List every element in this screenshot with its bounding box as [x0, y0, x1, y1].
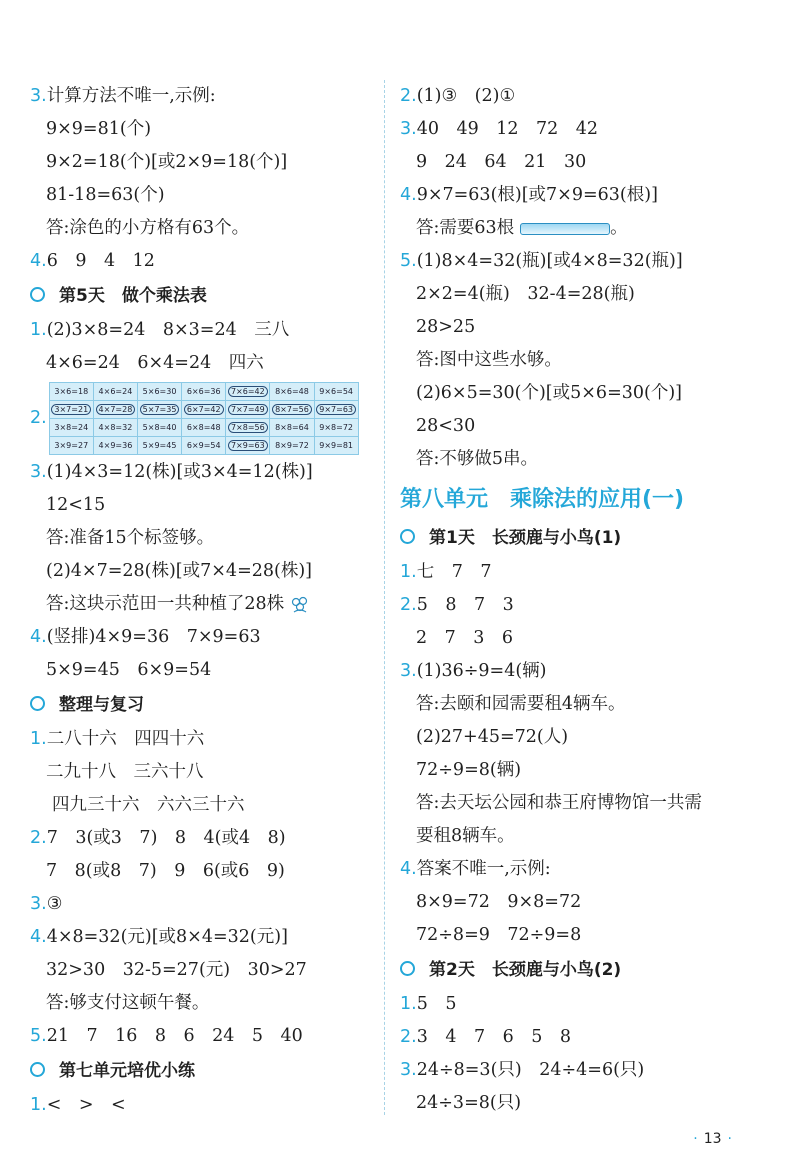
table-cell — [49, 418, 93, 436]
answer-line: 4.答案不唯一,示例: — [400, 859, 551, 879]
cell-text: 8×9=72 — [275, 440, 309, 450]
table-cell — [182, 418, 226, 436]
table-cell — [226, 418, 270, 436]
answer-line: 答:去颐和园需要租4辆车。 — [416, 694, 626, 714]
table-cell — [270, 418, 314, 436]
section-heading: 整理与复习 — [30, 687, 370, 723]
answer-line: 9×2=18(个)[或2×9=18(个)] — [46, 152, 288, 172]
table-cell — [270, 400, 314, 418]
answer-line: 12<15 — [46, 495, 106, 515]
answer-line: 答:不够做5串。 — [416, 449, 539, 469]
answer-line: 9 24 64 21 30 — [416, 152, 587, 172]
answer-line: 7 8(或8 7) 9 6(或6 9) — [46, 861, 285, 881]
circle-bullet-icon — [400, 529, 415, 544]
table-row — [49, 418, 358, 436]
answer-line: 5.21 7 16 8 6 24 5 40 — [30, 1026, 303, 1046]
answer-line: 2.7 3(或3 7) 8 4(或4 8) — [30, 828, 286, 848]
page-number: · 13 · — [693, 1131, 732, 1147]
answer-line: 24÷3=8(只) — [416, 1093, 522, 1113]
answer-line: 81-18=63(个) — [46, 185, 165, 205]
answer-line: 答:准备15个标签够。 — [46, 528, 215, 548]
table-cell — [137, 382, 181, 400]
answer-line: 1.5 5 — [400, 994, 457, 1014]
cell-text: 9×9=81 — [319, 440, 353, 450]
table-cell — [314, 400, 358, 418]
answer-line: 4×6=24 6×4=24 四六 — [46, 353, 264, 373]
cell-text: 7×7=49 — [228, 404, 268, 415]
table-row — [49, 382, 358, 400]
answer-line: (2)27+45=72(人) — [416, 727, 569, 747]
table-cell — [137, 400, 181, 418]
table-cell — [49, 382, 93, 400]
cell-text: 6×6=36 — [186, 386, 221, 396]
answer-line: 1.(2)3×8=24 8×3=24 三八 — [30, 320, 290, 340]
cell-text: 7×6=42 — [228, 386, 268, 397]
cell-text: 4×9=36 — [98, 440, 133, 450]
answer-line: 4.6 9 4 12 — [30, 251, 155, 271]
table-cell — [49, 400, 93, 418]
answer-line: 28>25 — [416, 317, 476, 337]
unit-title: 第八单元 乘除法的应用(一) — [400, 487, 685, 512]
answer-line: 要租8辆车。 — [416, 826, 515, 846]
table-cell — [137, 436, 181, 454]
answer-line: 1.二八十六 四四十六 — [30, 729, 205, 749]
answer-line: 72÷8=9 72÷9=8 — [416, 925, 582, 945]
answer-line: 1.< > < — [30, 1095, 126, 1115]
answer-line: 答:这块示范田一共种植了28株 — [30, 588, 370, 621]
cell-text: 9×6=54 — [319, 386, 353, 396]
answer-line: 答:需要63根 。 — [416, 218, 628, 238]
section-heading: 第七单元培优小练 — [30, 1053, 370, 1089]
table-cell — [270, 436, 314, 454]
cell-text: 4×6=24 — [98, 386, 133, 396]
answer-line: 2×2=4(瓶) 32-4=28(瓶) — [416, 284, 635, 304]
cell-text: 5×9=45 — [142, 440, 177, 450]
cell-text: 6×7=42 — [184, 404, 224, 415]
multiplication-table — [49, 382, 359, 455]
answer-line: 72÷9=8(辆) — [416, 760, 522, 780]
table-cell — [93, 382, 137, 400]
answer-line: 二九十八 三六十八 — [46, 762, 204, 782]
table-cell — [137, 418, 181, 436]
answer-line: 5×9=45 6×9=54 — [46, 660, 212, 680]
circle-bullet-icon — [30, 696, 45, 711]
answer-line: 3.(1)36÷9=4(辆) — [400, 661, 547, 681]
answer-line: 5.(1)8×4=32(瓶)[或4×8=32(瓶)] — [400, 251, 683, 271]
answer-line: 答:图中这些水够。 — [416, 350, 562, 370]
table-cell — [226, 436, 270, 454]
answer-line: 四九三十六 六六三十六 — [52, 795, 245, 815]
answer-line: 3.计算方法不唯一,示例: — [30, 86, 216, 106]
answer-line: 2.(1)③ (2)① — [400, 86, 516, 106]
answer-line: 4.4×8=32(元)[或8×4=32(元)] — [30, 927, 288, 947]
cell-text: 3×7=21 — [51, 404, 91, 415]
answer-line: 3.40 49 12 72 42 — [400, 119, 599, 139]
circle-bullet-icon — [400, 961, 415, 976]
cell-text: 5×8=40 — [142, 422, 177, 432]
cell-text: 4×8=32 — [98, 422, 133, 432]
cell-text: 6×8=48 — [186, 422, 221, 432]
answer-line: 答:涂色的小方格有63个。 — [46, 218, 250, 238]
cell-text: 3×9=27 — [54, 440, 89, 450]
table-cell — [314, 382, 358, 400]
table-cell — [93, 418, 137, 436]
table-cell — [182, 382, 226, 400]
table-cell — [314, 436, 358, 454]
answer-line: 答:够支付这顿午餐。 — [46, 993, 210, 1013]
cell-text: 8×6=48 — [275, 386, 309, 396]
table-cell — [182, 400, 226, 418]
plant-icon — [290, 596, 310, 614]
answer-line: 8×9=72 9×8=72 — [416, 892, 582, 912]
table-cell — [226, 382, 270, 400]
left-column — [30, 80, 370, 1122]
answer-line: 2.5 8 7 3 — [400, 595, 514, 615]
table-cell — [226, 400, 270, 418]
circle-bullet-icon — [30, 1062, 45, 1077]
cell-text: 3×8=24 — [54, 422, 89, 432]
cell-text: 7×8=56 — [228, 422, 268, 433]
table-cell — [314, 418, 358, 436]
cell-text: 9×7=63 — [316, 404, 356, 415]
section-heading: 第2天 长颈鹿与小鸟(2) — [400, 952, 770, 988]
table-row — [49, 400, 358, 418]
cell-text: 5×6=30 — [142, 386, 177, 396]
section-heading: 第1天 长颈鹿与小鸟(1) — [400, 520, 770, 556]
cell-text: 5×7=35 — [140, 404, 180, 415]
answer-line: 32>30 32-5=27(元) 30>27 — [46, 960, 307, 980]
answer-line: (2)4×7=28(株)[或7×4=28(株)] — [46, 561, 312, 581]
answer-line: (2)6×5=30(个)[或5×6=30(个)] — [416, 383, 682, 403]
cell-text: 6×9=54 — [186, 440, 221, 450]
cell-text: 3×6=18 — [54, 386, 89, 396]
table-row — [49, 436, 358, 454]
cell-text: 4×7=28 — [96, 404, 136, 415]
cell-text: 8×8=64 — [275, 422, 309, 432]
answer-line: 4.(竖排)4×9=36 7×9=63 — [30, 627, 261, 647]
circle-bullet-icon — [30, 287, 45, 302]
table-cell — [182, 436, 226, 454]
answer-line: 1.七 7 7 — [400, 562, 492, 582]
stick-icon — [520, 223, 610, 235]
answer-line: 3.(1)4×3=12(株)[或3×4=12(株)] — [30, 462, 313, 482]
answer-line: 2 7 3 6 — [416, 628, 514, 648]
cell-text: 8×7=56 — [272, 404, 312, 415]
answer-line: 4.9×7=63(根)[或7×9=63(根)] — [400, 185, 658, 205]
table-cell — [93, 436, 137, 454]
answer-line: 3.③ — [30, 894, 63, 914]
answer-line: 9×9=81(个) — [46, 119, 152, 139]
table-cell — [270, 382, 314, 400]
table-cell — [49, 436, 93, 454]
section-heading: 第5天 做个乘法表 — [30, 278, 370, 314]
column-divider — [384, 80, 385, 1115]
answer-line: 3.24÷8=3(只) 24÷4=6(只) — [400, 1060, 645, 1080]
answer-line: 28<30 — [416, 416, 476, 436]
cell-text: 9×8=72 — [319, 422, 353, 432]
answer-line: 2.3 4 7 6 5 8 — [400, 1027, 572, 1047]
multiplication-table-block: 2. 3×6=18 4×6=24 5×6=30 6×6=36 7×6=42 8×6=48 9×6=54 3×7=21 4×7=28 5×7=35 6×7=42 7×7=49 8×7=56 9×7=63 3×8=24 4×8=32 5×8=40 6×8=48 7×8=56 8×8=64 9×8=72 3×9=27 4×9=36 5×9=45 6×9=54 7×9=63 8×9=72 9×9=81 — [30, 380, 370, 456]
cell-text: 7×9=63 — [228, 440, 268, 451]
table-cell — [93, 400, 137, 418]
right-column — [400, 80, 770, 1120]
answer-line: 答:去天坛公园和恭王府博物馆一共需 — [416, 793, 702, 813]
